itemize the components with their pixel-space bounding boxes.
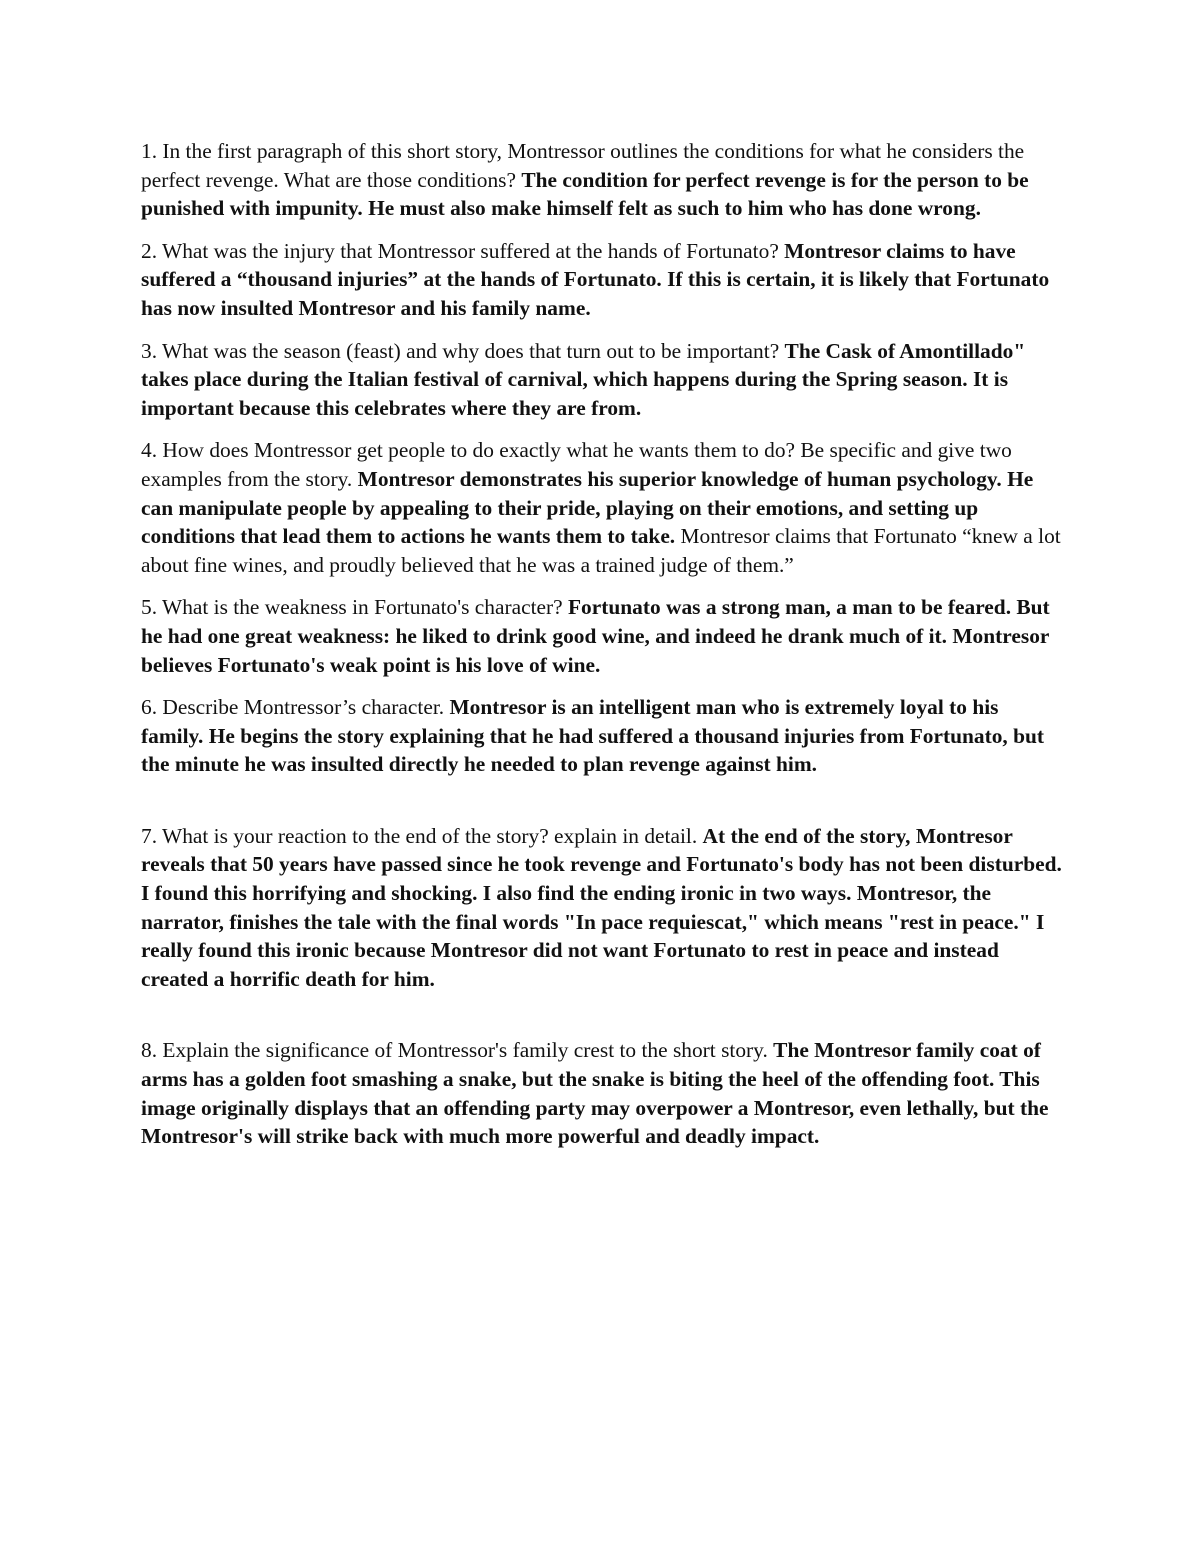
qa-item-1 (141, 137, 1066, 223)
question-text: 1. In the first paragraph of this short story, Montressor outlines the conditions for what he considers the perfect revenge. What are those conditions? (141, 139, 1025, 192)
question-text: 8. Explain the significance of Montressor's family crest to the short story. (141, 1038, 774, 1063)
answer-text: The Cask of Amontillado" takes place during the Italian festival of carnival, which happens during the Spring season. It is important because this celebrates where they are from. (141, 338, 1026, 420)
qa-item-3 (141, 337, 1066, 423)
qa-item-5 (141, 593, 1066, 679)
answer-quote-text: Montresor claims that Fortunato “knew a lot about fine wines, and proudly believed that he was a trained judge of them.” (141, 524, 1061, 577)
qa-item-4 (141, 436, 1066, 579)
question-text: 2. What was the injury that Montressor suffered at the hands of Fortunato? (141, 238, 785, 263)
answer-text: Montresor claims to have suffered a “thousand injuries” at the hands of Fortunato. If this is certain, it is likely that Fortunato has now insulted Montresor and his family name. (141, 238, 1050, 320)
qa-item-6 (141, 693, 1066, 779)
answer-text: The Montresor family coat of arms has a golden foot smashing a snake, but the snake is biting the heel of the offending foot. This image originally displays that an offending party may overpower a Montresor, even lethally, but the Montresor's will strike back with much more powerful and deadly impact. (141, 1038, 1049, 1149)
document-page (141, 137, 1066, 1165)
answer-text: Montresor is an intelligent man who is extremely loyal to his family. He begins the story explaining that he had suffered a thousand injuries from Fortunato, but the minute he was insulted directly he needed to plan revenge against him. (141, 695, 1045, 777)
answer-text: Fortunato was a strong man, a man to be feared. But he had one great weakness: he liked to drink good wine, and indeed he drank much of it. Montresor believes Fortunato's weak point is his love of wine. (141, 595, 1050, 677)
answer-text: The condition for perfect revenge is for the person to be punished with impunity. He must also make himself felt as such to him who has done wrong. (141, 167, 1029, 221)
qa-item-8 (141, 1036, 1066, 1150)
question-text: 6. Describe Montressor’s character. (141, 695, 450, 720)
qa-item-7 (141, 822, 1066, 994)
question-text: 3. What was the season (feast) and why does that turn out to be important? (141, 338, 785, 363)
question-text: 7. What is your reaction to the end of the story? explain in detail. (141, 823, 703, 848)
qa-item-2 (141, 237, 1066, 323)
answer-text: Montresor demonstrates his superior knowledge of human psychology. He can manipulate people by appealing to their pride, playing on their emotions, and setting up conditions that lead them to actions he wants them to take. (141, 466, 1034, 549)
question-text: 5. What is the weakness in Fortunato's character? (141, 595, 568, 620)
question-text: 4. How does Montressor get people to do exactly what he wants them to do? Be specific and give two examples from the story. (141, 438, 1012, 491)
answer-text: At the end of the story, Montresor reveals that 50 years have passed since he took revenge and Fortunato's body has not been disturbed. I found this horrifying and shocking. I also find the ending ironic in two ways. Montresor, the narrator, finishes the tale with the final words "In pace requiescat," which means "rest in peace." I really found this ironic because Montresor did not want Fortunato to rest in peace and instead created a horrific death for him. (141, 823, 1062, 991)
